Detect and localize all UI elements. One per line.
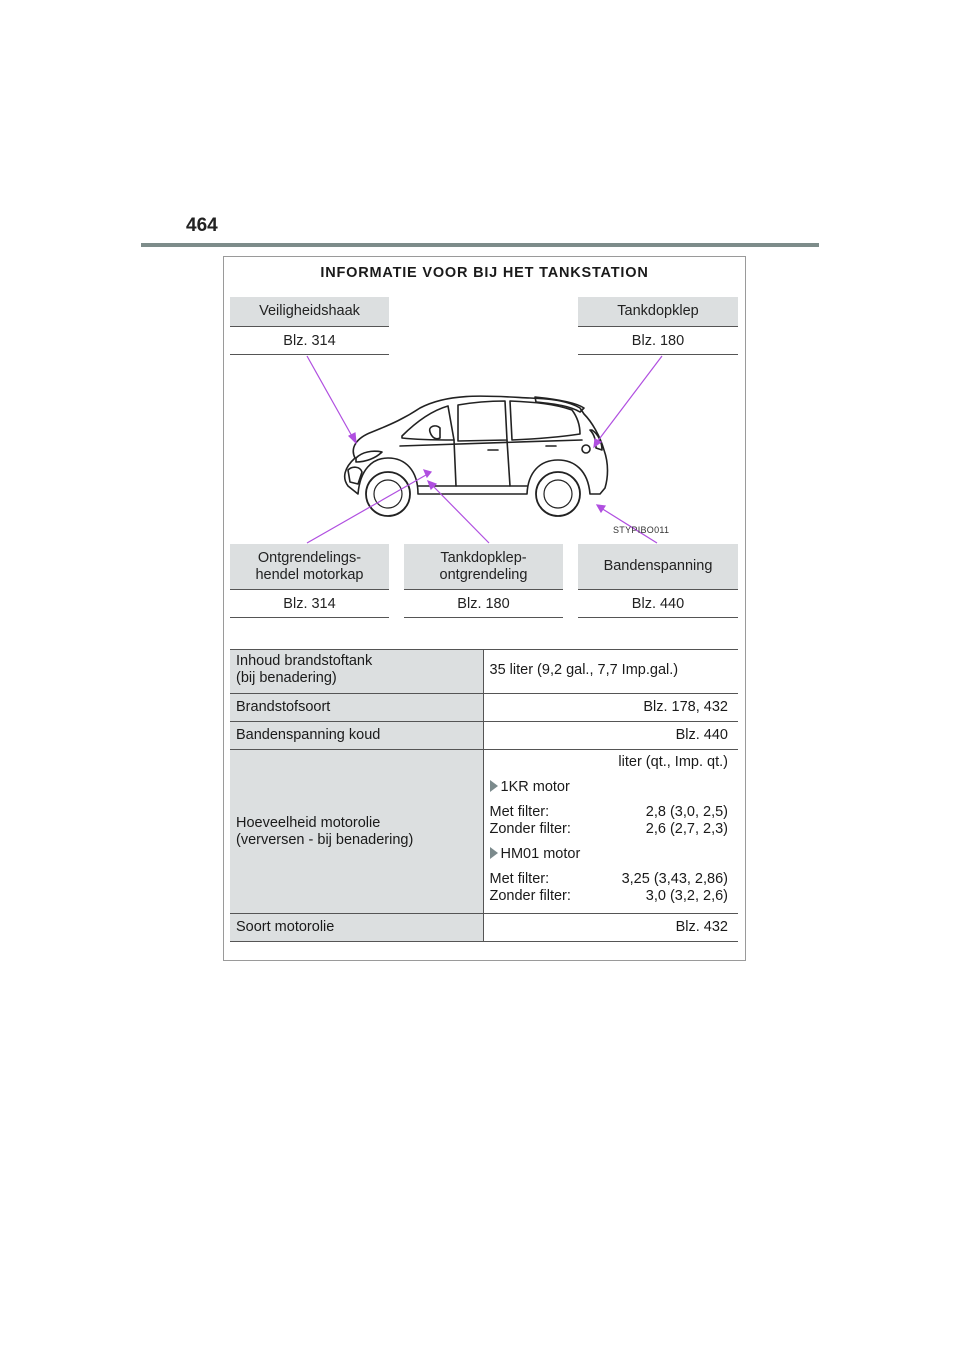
callout-label-text: Ontgrendelings- hendel motorkap [255, 549, 364, 583]
triangle-bullet-icon [490, 780, 498, 792]
leader-line-safety-catch [307, 356, 353, 438]
table-row-oil-capacity [230, 750, 738, 914]
figure-code: STYPIBO011 [613, 525, 670, 535]
callout-ref-fuel-door-release[interactable] [404, 590, 563, 618]
table-key [230, 750, 483, 914]
callout-label-hood-release [230, 544, 389, 590]
engine-name: HM01 motor [500, 846, 581, 862]
oil-row [490, 804, 729, 821]
table-value [483, 750, 738, 914]
table-row-tire-pressure [230, 722, 738, 750]
box-title: INFORMATIE VOOR BIJ HET TANKSTATION [320, 265, 649, 281]
table-row-fuel-type [230, 694, 738, 722]
callout-label-text: Tankdopklep- ontgrendeling [439, 549, 528, 583]
oil-row [490, 821, 729, 838]
oil-value: 2,8 (3,0, 2,5) [645, 804, 728, 820]
callout-ref-text: Blz. 180 [631, 332, 685, 349]
callout-ref-text: Blz. 314 [283, 332, 336, 349]
oil-unit: liter (qt., Imp. qt.) [618, 754, 728, 770]
table-value[interactable]: Blz. 178, 432 [483, 694, 738, 722]
table-row-fuel-capacity [230, 650, 738, 694]
fuel-capacity-value: 35 liter (9,2 gal., 7,7 Imp.gal.) [489, 662, 679, 678]
car-fuel-door [582, 445, 590, 453]
oil-values-1kr [490, 804, 729, 838]
table-key [230, 650, 483, 694]
table-key: Bandenspanning koud [230, 722, 483, 750]
table-key: Brandstofsoort [230, 694, 483, 722]
car-front-tire [366, 472, 410, 516]
callout-label-text: Veiligheidshaak [259, 303, 360, 319]
engine-name: 1KR motor [500, 779, 570, 795]
key-line: (verversen - bij benadering) [236, 831, 414, 848]
spec-table [230, 649, 738, 942]
oil-label: Zonder filter: [489, 888, 571, 904]
callout-ref-hood-release[interactable] [230, 590, 389, 618]
oil-values-hm01 [490, 871, 729, 905]
oil-label: Zonder filter: [489, 821, 571, 837]
car-mirror [430, 426, 440, 439]
table-value[interactable]: Blz. 440 [483, 722, 738, 750]
oil-label: Met filter: [489, 871, 550, 887]
triangle-bullet-icon [490, 847, 498, 859]
oil-row [490, 888, 729, 905]
oil-value: 2,6 (2,7, 2,3) [645, 821, 728, 837]
car-front-window [458, 401, 507, 441]
callout-ref-text: Blz. 314 [283, 595, 336, 612]
leader-line-hood-release [307, 475, 426, 543]
callout-label-text: Tankdopklep [617, 303, 699, 319]
leader-line-fuel-door [597, 356, 662, 442]
oil-label: Met filter: [489, 804, 550, 820]
oil-value: 3,25 (3,43, 2,86) [621, 871, 728, 887]
table-value[interactable]: Blz. 432 [483, 914, 738, 942]
callout-label-tire-pressure [578, 544, 738, 590]
callout-label-text: Bandenspanning [603, 558, 713, 574]
oil-value: 3,0 (3,2, 2,6) [645, 888, 728, 904]
leader-arrow-tire-pressure [597, 505, 605, 512]
callout-ref-text: Blz. 440 [631, 595, 685, 612]
car-door-line-rear [507, 440, 510, 486]
callout-ref-text: Blz. 180 [457, 595, 510, 612]
callout-ref-tire-pressure[interactable] [578, 590, 738, 618]
car-rear-tire [536, 472, 580, 516]
leader-arrow-safety-catch [349, 433, 356, 443]
table-row-oil-type [230, 914, 738, 942]
page-number: 464 [186, 215, 218, 236]
car-front-rim [374, 480, 402, 508]
oil-row [490, 871, 729, 888]
car-rear-rim [544, 480, 572, 508]
car-windshield [402, 406, 454, 440]
callout-label-fuel-door-release [404, 544, 563, 590]
car-door-line-front [454, 440, 456, 486]
car-body-outline [345, 396, 608, 494]
engine-heading-hm01 [490, 846, 729, 863]
key-line: Hoeveelheid motorolie [236, 814, 381, 831]
table-key: Soort motorolie [230, 914, 483, 942]
table-value [483, 650, 738, 694]
key-line: (bij benadering) [236, 670, 337, 686]
key-line: Inhoud brandstoftank [236, 653, 373, 669]
engine-heading-1kr [490, 779, 729, 796]
